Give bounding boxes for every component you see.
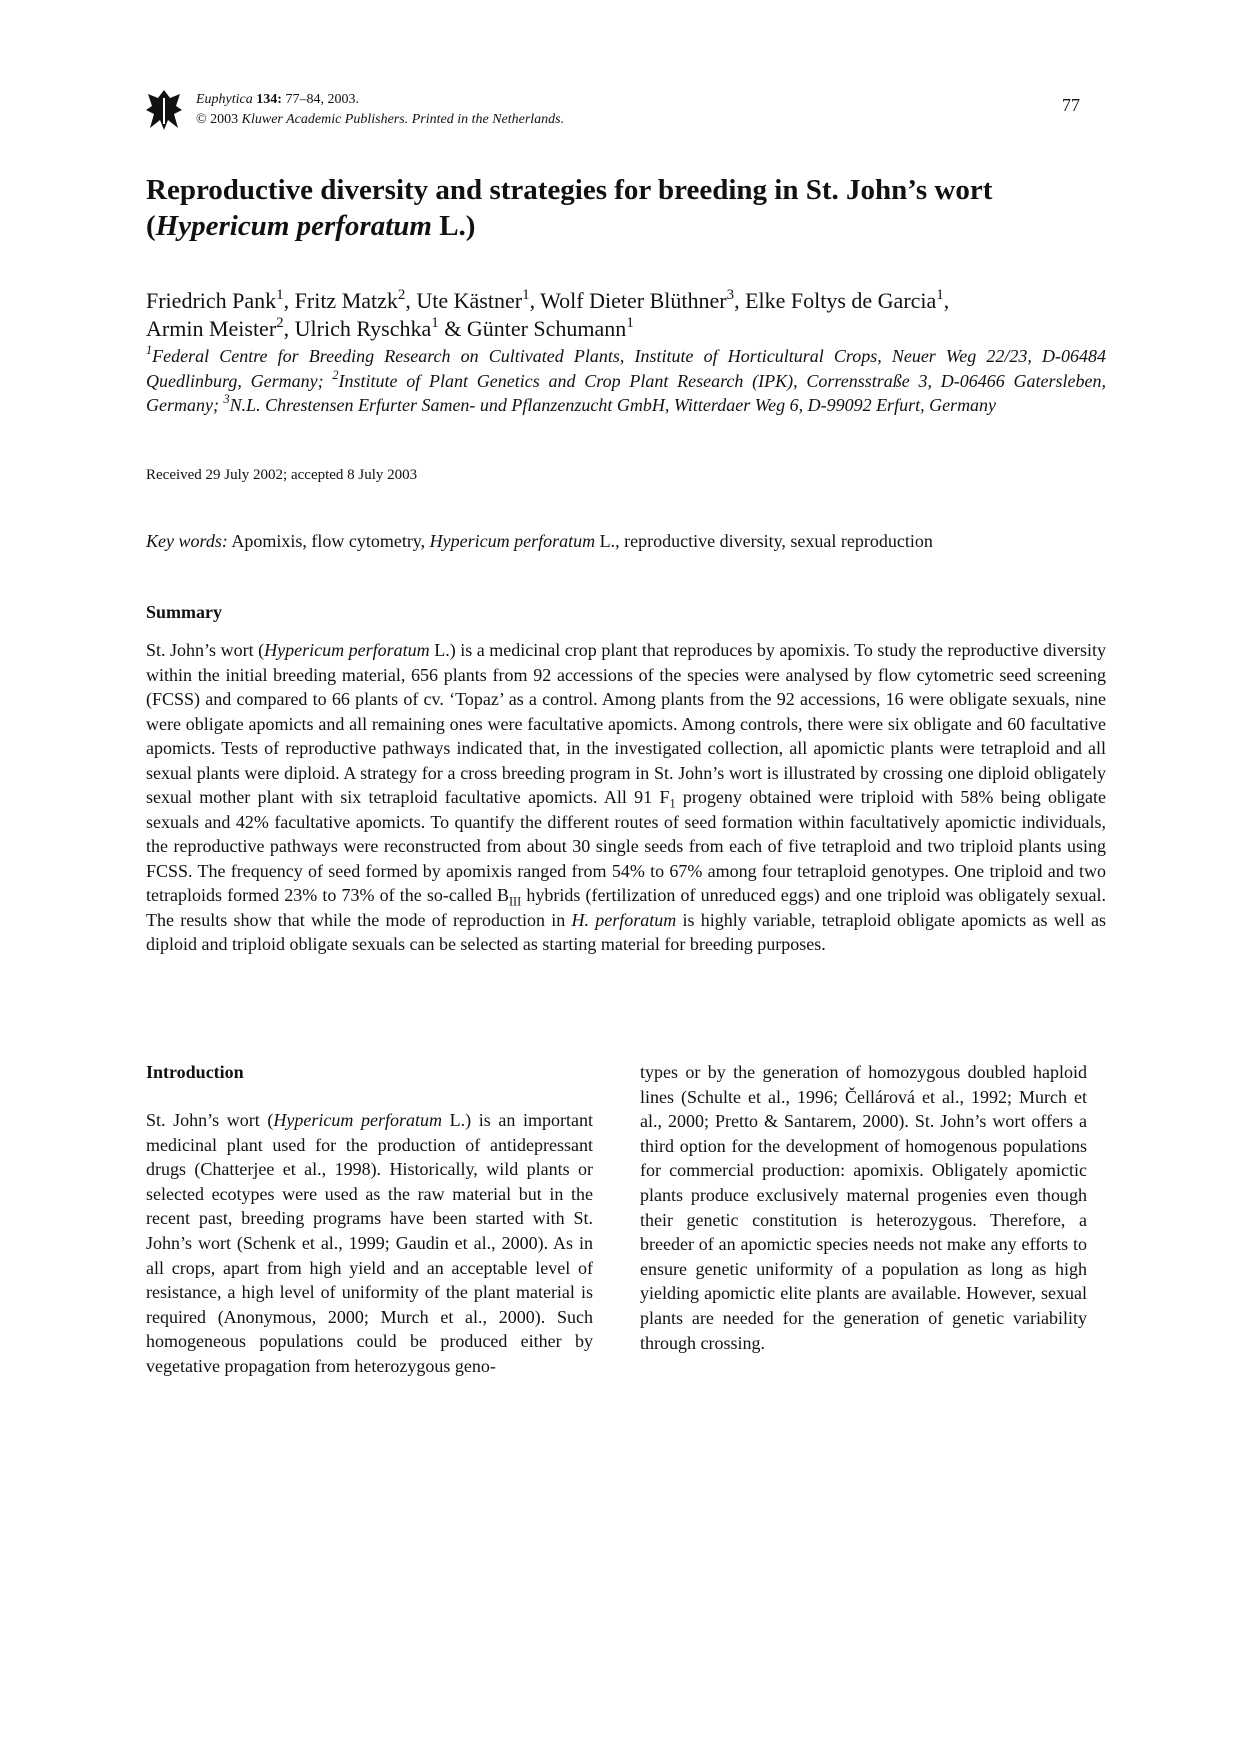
- author-affiliation-mark: 3: [726, 286, 735, 303]
- printed-in: Printed in the Netherlands.: [411, 112, 565, 127]
- summary-part: hybrids (fertilization of unreduced eggs) and one triploid was obligately sexual. The results show that while the mode of reproduction in: [146, 885, 1106, 930]
- affiliation: Institute of Plant Genetics and Crop Plant Research (IPK), Corrensstraße 3, D-06466 Gatersleben, Germany;: [146, 370, 1106, 415]
- summary-species: H. perforatum: [571, 909, 677, 930]
- author-separator: &: [438, 316, 467, 341]
- copyright: © 2003: [196, 112, 239, 127]
- keywords: [146, 531, 1106, 552]
- author: Fritz Matzk: [294, 288, 398, 313]
- journal-pages: 77–84, 2003.: [285, 92, 359, 107]
- author: Ulrich Ryschka: [294, 316, 432, 341]
- summary-heading: Summary: [146, 602, 222, 622]
- summary-species: Hypericum perforatum: [264, 640, 430, 660]
- affiliation: Federal Centre for Breeding Research on Cultivated Plants, Institute of Horticultural Crops, Neuer Weg 22/23, D-06484 Quedlinburg, Germany;: [146, 346, 1106, 391]
- title-line-1: Reproductive diversity and strategies for breeding in St. John’s wort: [146, 174, 993, 206]
- summary-subscript: 1: [669, 796, 676, 811]
- journal-volume: 134:: [256, 92, 282, 107]
- author-affiliation-mark: 1: [522, 286, 530, 303]
- author-separator: ,: [283, 316, 295, 341]
- received-dates: Received 29 July 2002; accepted 8 July 2003: [146, 467, 418, 483]
- author: Ute Kästner: [416, 288, 523, 313]
- affiliation: N.L. Chrestensen Erfurter Samen- und Pflanzenzucht GmbH, Witterdaer Weg 6, D-99092 Erfurt, Germany: [229, 395, 997, 415]
- title-open-paren: (: [146, 210, 156, 242]
- author: Günter Schumann: [466, 316, 627, 341]
- keywords-species: Hypericum perforatum: [429, 531, 596, 551]
- author-affiliation-mark: 1: [276, 286, 284, 303]
- affiliation-number: 1: [146, 343, 153, 358]
- keywords-text: Apomixis, flow cytometry,: [227, 531, 430, 551]
- journal-line-2: [196, 110, 564, 130]
- summary-part: progeny obtained were triploid with 58% being obligate sexuals and 42% facultative apomicts. To quantify the different routes of seed formation within facultatively apomictic individuals, the reproductive pathways were reconstructed from about 30 single seeds from each of five tetraploid and two triploid plants using FCSS. The frequency of seed formed by apomixis ranged from 54% to 67% among four tetraploid genotypes. One triploid and two tetraploids formed 23% to 73% of the so-called B: [146, 787, 1106, 905]
- introduction-left-column: [146, 1108, 593, 1379]
- journal-name: Euphytica: [196, 92, 253, 107]
- summary-part: L.) is a medicinal crop plant that reproduces by apomixis. To study the reproductive diversity within the initial breeding material, 656 plants from 92 accessions of the species were analysed by flow cytometric seed screening (FCSS) and compared to 66 plants of cv. ‘Topaz’ as a control. Among plants from the 92 accessions, 16 were obligate sexuals, nine were obligate apomicts and all remaining ones were facultative apomicts. Among controls, there were six obligate and 60 facultative apomicts. Tests of reproductive pathways indicated that, in the investigated collection, all apomictic plants were tetraploid and all sexual plants were diploid. A strategy for a cross breeding program in St. John’s wort is illustrated by crossing one diploid obligately sexual mother plant with six tetraploid facultative apomicts. All 91 F: [146, 640, 1106, 807]
- author-affiliation-mark: 1: [936, 286, 944, 303]
- paper-title: [146, 172, 1106, 244]
- author-affiliation-mark: 1: [626, 314, 634, 331]
- summary-subscript: III: [508, 894, 522, 909]
- publisher-logo-icon: [146, 88, 182, 132]
- author-separator: ,: [405, 288, 417, 313]
- author-separator: ,: [943, 288, 950, 313]
- journal-line-1: [196, 90, 564, 110]
- keywords-text-end: L., reproductive diversity, sexual reproduction: [595, 531, 933, 551]
- author: Friedrich Pank: [146, 288, 277, 313]
- summary-part: St. John’s wort (: [146, 640, 265, 660]
- author-list: [146, 287, 1106, 343]
- intro-text: L.) is an important medicinal plant used for the production of antidepressant drugs (Chatterjee et al., 1998). Historically, wild plants or selected ecotypes were used as the raw material but in the recent past, breeding programs have been started with St. John’s wort (Schenk et al., 1999; Gaudin et al., 2000). As in all crops, apart from high yield and an acceptable level of resistance, a high level of uniformity of the plant material is required (Anonymous, 2000; Murch et al., 2000). Such homogeneous populations could be produced either by vegetative propagation from heterozygous geno-: [146, 1110, 593, 1376]
- author: Elke Foltys de Garcia: [745, 288, 937, 313]
- author-separator: ,: [734, 288, 746, 313]
- introduction-right-column: types or by the generation of homozygous doubled haploid lines (Schulte et al., 1996; Čellárová et al., 1992; Murch et al., 2000; Pretto & Santarem, 2000). St. John’s wort offers a third option for the development of homogenous populations for commercial production: apomixis. Obligately apomictic plants produce exclusively maternal progenies even though their genetic constitution is heterozygous. Therefore, a breeder of an apomictic species needs not make any efforts to ensure genetic uniformity of a population as long as high yielding apomictic elite plants are available. However, sexual plants are needed for the generation of genetic variability through crossing.: [640, 1062, 1087, 1353]
- affiliation-number: 3: [223, 392, 230, 407]
- author-separator: ,: [529, 288, 541, 313]
- title-species: Hypericum perforatum: [155, 210, 432, 242]
- author: Wolf Dieter Blüthner: [540, 288, 727, 313]
- author: Armin Meister: [146, 316, 277, 341]
- title-close: L.): [431, 210, 476, 242]
- affiliation-number: 2: [332, 367, 339, 382]
- summary-part: is highly variable, tetraploid obligate apomicts as well as diploid and triploid obligate sexuals can be selected as starting material for breeding purposes.: [146, 909, 1106, 954]
- introduction-heading: Introduction: [146, 1062, 244, 1082]
- author-affiliation-mark: 2: [397, 286, 406, 303]
- intro-text: St. John’s wort (: [146, 1110, 274, 1130]
- author-separator: ,: [283, 288, 295, 313]
- author-affiliation-mark: 2: [276, 314, 284, 331]
- affiliations: [146, 344, 1106, 418]
- keywords-label: Key words:: [146, 531, 228, 551]
- author-affiliation-mark: 1: [431, 314, 439, 331]
- publisher: Kluwer Academic Publishers.: [241, 112, 409, 127]
- summary-text: [146, 638, 1106, 957]
- journal-citation: [196, 90, 564, 130]
- intro-species: Hypericum perforatum: [273, 1110, 443, 1130]
- page-number: 77: [1062, 95, 1080, 115]
